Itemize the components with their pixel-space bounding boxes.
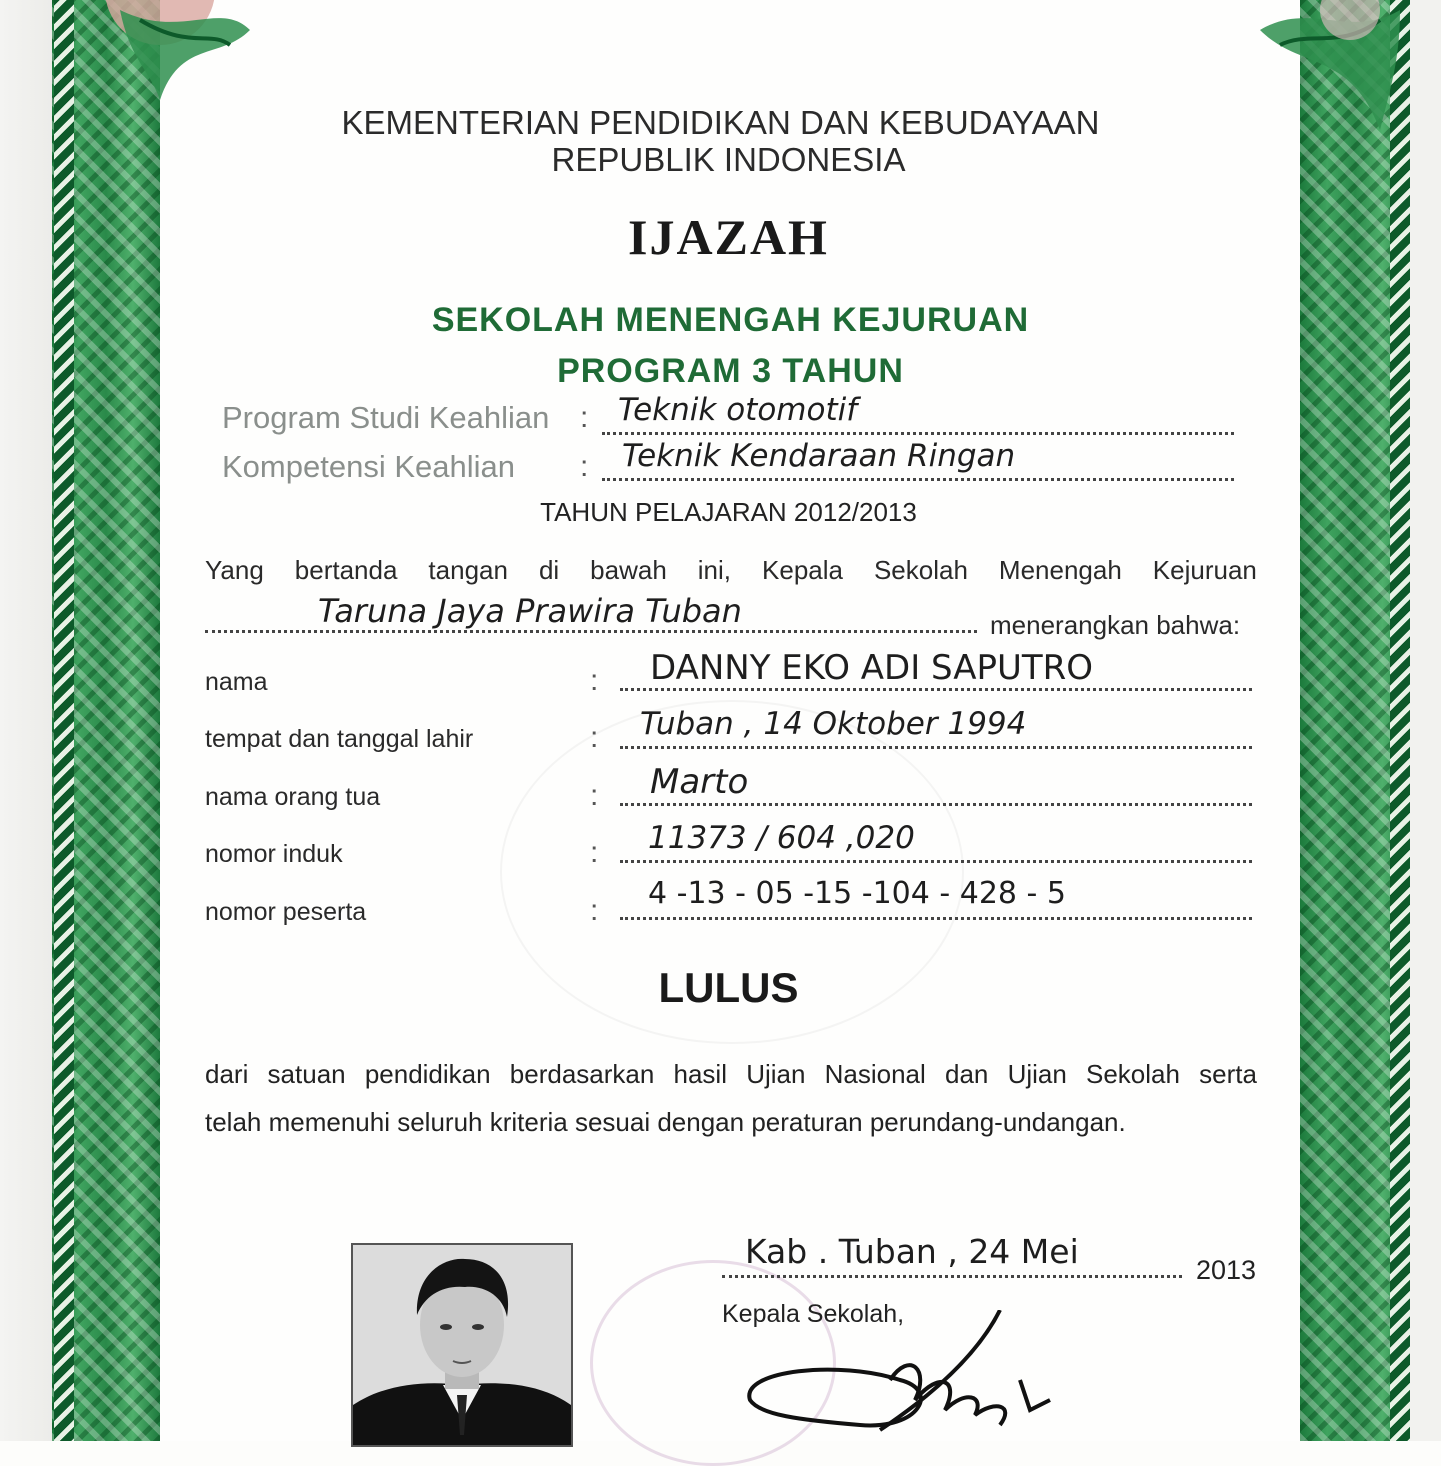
statement-word: Nasional — [824, 1059, 926, 1089]
result-status: LULUS — [658, 964, 799, 1011]
field-dotted-line — [620, 746, 1252, 749]
signer-title: Kepala Sekolah, — [722, 1300, 905, 1328]
field-colon: : — [590, 664, 599, 697]
emblem-icon — [620, 0, 820, 20]
study-program-value: Teknik otomotif — [618, 392, 858, 428]
statement-word: Ujian — [746, 1059, 806, 1089]
intro-word: ini, — [697, 555, 732, 585]
intro-word: Yang — [205, 555, 264, 585]
declares-text: menerangkan bahwa: — [990, 610, 1241, 640]
statement-word: satuan — [267, 1059, 346, 1089]
intro-word: Kepala — [762, 555, 843, 585]
field-dotted-line — [620, 917, 1252, 920]
field-value-nama: DANNY EKO ADI SAPUTRO — [650, 648, 1094, 688]
student-photo — [351, 1243, 573, 1447]
field-label-nama: nama — [205, 668, 268, 696]
school-name-dotted-line — [205, 630, 977, 633]
statement-word: serta — [1199, 1059, 1257, 1089]
field-colon: : — [590, 894, 599, 927]
field-label-student-number: nomor induk — [205, 840, 343, 868]
signature-year: 2013 — [1196, 1255, 1257, 1285]
field-colon: : — [590, 779, 599, 812]
intro-line — [205, 555, 1257, 586]
place-date-dotted-line — [722, 1275, 1182, 1278]
intro-word: bawah — [590, 555, 667, 585]
school-type: SEKOLAH MENENGAH KEJURUAN — [431, 301, 1030, 339]
intro-word: bertanda — [294, 555, 398, 585]
field-value-parent: Marto — [650, 762, 749, 802]
competency-dotted-line — [602, 478, 1234, 481]
field-value-student-number: 11373 / 604 ,020 — [648, 820, 915, 856]
intro-word: di — [538, 555, 560, 585]
statement-line-1 — [205, 1059, 1257, 1090]
field-colon: : — [590, 721, 599, 754]
intro-word: Sekolah — [873, 555, 968, 585]
statement-word: pendidikan — [364, 1059, 491, 1089]
field-dotted-line — [620, 688, 1252, 691]
intro-word: tangan — [428, 555, 508, 585]
competency-colon: : — [580, 450, 589, 483]
intro-word: Menengah — [998, 555, 1122, 585]
field-colon: : — [590, 836, 599, 869]
school-name-value: Taruna Jaya Prawira Tuban — [318, 592, 742, 630]
field-label-birth: tempat dan tanggal lahir — [205, 725, 474, 753]
statement-word: dari — [205, 1059, 249, 1089]
study-program-colon: : — [580, 401, 589, 434]
study-program-dotted-line — [602, 432, 1234, 435]
document-title: IJAZAH — [628, 209, 829, 265]
competency-value: Teknik Kendaraan Ringan — [622, 438, 1016, 474]
field-label-exam-number: nomor peserta — [205, 898, 367, 926]
statement-word: Ujian — [1007, 1059, 1067, 1089]
field-value-birth: Tuban , 14 Oktober 1994 — [640, 706, 1027, 742]
place-date-value: Kab . Tuban , 24 Mei — [745, 1232, 1079, 1271]
field-value-exam-number: 4 -13 - 05 -15 -104 - 428 - 5 — [648, 876, 1066, 911]
ministry-line-2: REPUBLIK INDONESIA — [551, 141, 906, 178]
ministry-line-1: KEMENTERIAN PENDIDIKAN DAN KEBUDAYAAN — [341, 104, 1100, 141]
statement-word: berdasarkan — [509, 1059, 655, 1089]
portrait-icon — [353, 1245, 571, 1445]
intro-word: Kejuruan — [1152, 555, 1257, 585]
signature-icon — [740, 1310, 1080, 1441]
program-duration: PROGRAM 3 TAHUN — [557, 352, 904, 390]
field-dotted-line — [620, 860, 1252, 863]
field-dotted-line — [620, 803, 1252, 806]
statement-word: hasil — [673, 1059, 727, 1089]
statement-word: Sekolah — [1086, 1059, 1180, 1089]
study-program-label: Program Studi Keahlian — [222, 400, 550, 435]
statement-line-2: telah memenuhi seluruh kriteria sesuai dengan peraturan perundang-undangan. — [205, 1107, 1126, 1137]
academic-year: TAHUN PELAJARAN 2012/2013 — [540, 497, 917, 527]
competency-label: Kompetensi Keahlian — [222, 449, 515, 484]
statement-word: dan — [944, 1059, 989, 1089]
field-label-parent: nama orang tua — [205, 783, 381, 811]
